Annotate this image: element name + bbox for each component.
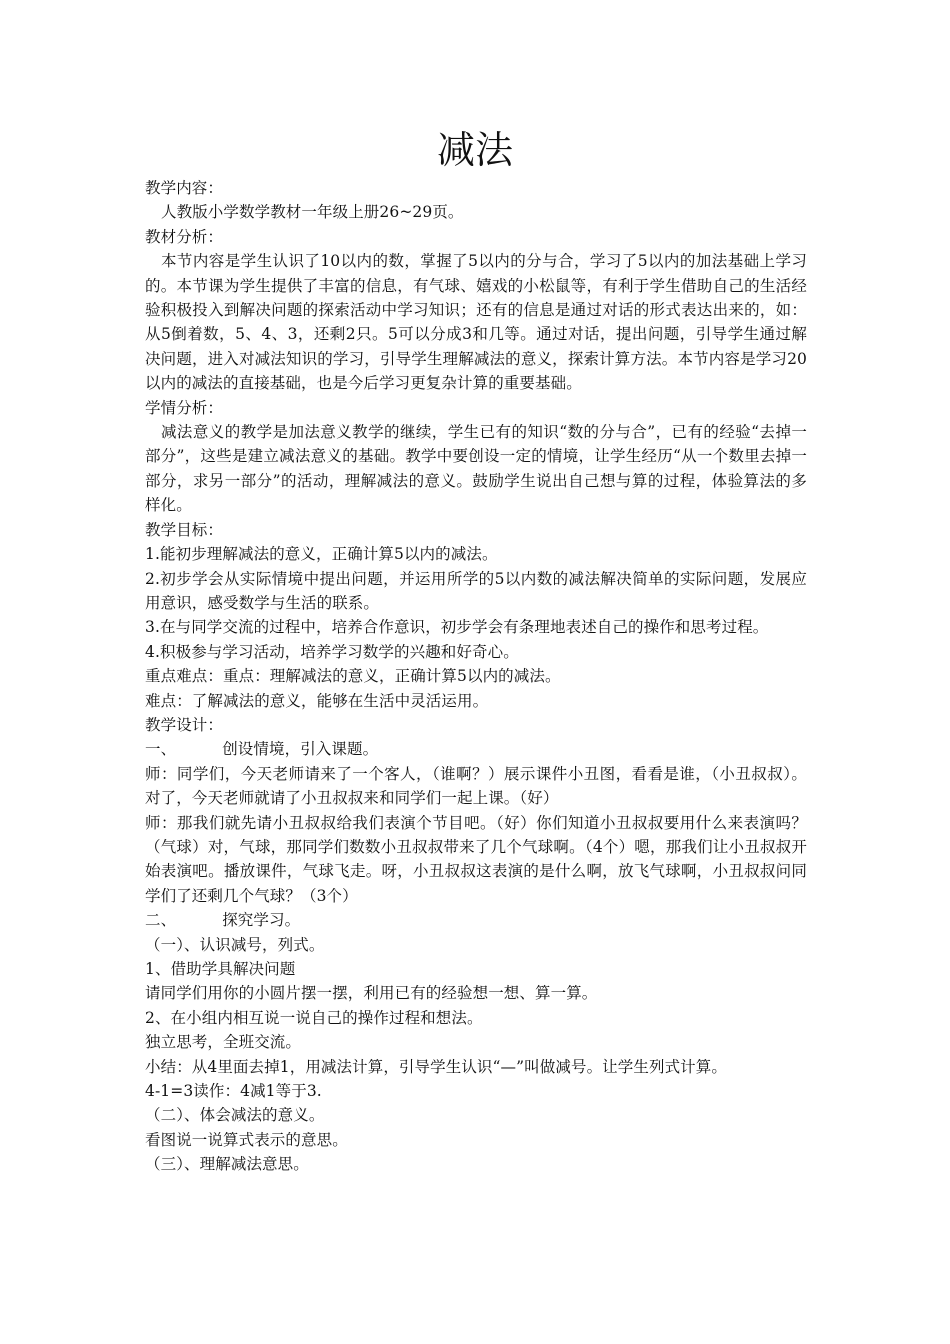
- subsection-heading: （二）、体会减法的意义。: [145, 1106, 325, 1125]
- paragraph-difficult-points: 难点：了解减法的意义，能够在生活中灵活运用。: [145, 691, 489, 710]
- section-heading-1: [145, 737, 807, 761]
- section-title: 探究学习。: [222, 911, 301, 930]
- heading-student-analysis: 学情分析：: [145, 398, 224, 417]
- document-body: [145, 176, 807, 1177]
- goal-item: 4.积极参与学习活动，培养学习数学的兴趣和好奇心。: [145, 642, 519, 661]
- heading-teaching-content: 教学内容：: [145, 179, 224, 197]
- step-text: 独立思考，全班交流。: [145, 1033, 302, 1052]
- heading-teaching-goals: 教学目标：: [145, 520, 224, 539]
- section-heading-2: [145, 908, 807, 932]
- goal-item: 1.能初步理解减法的意义，正确计算5以内的减法。: [145, 545, 498, 564]
- paragraph-textbook-analysis: 本节内容是学生认识了10以内的数，掌握了5以内的分与合，学习了5以内的加法基础上学习的。本节课为学生提供了丰富的信息，有气球、嬉戏的小松鼠等，有利于学生借助自己的生活经验积极投入到解决问题的探索活动中学习知识；还有的信息是通过对话的形式表达出来的，如：从5倒着数，5、4、3，还剩2只。5可以分成3和几等。通过对话，提出问题，引导学生通过解决问题，进入对减法知识的学习，引导学生理解减法的意义，探索计算方法。本节内容是学习20以内的减法的直接基础，也是今后学习更复杂计算的重要基础。: [145, 252, 807, 393]
- paragraph-teaching-content: 人教版小学数学教材一年级上册26~29页。: [161, 203, 464, 222]
- dialogue-paragraph: 师：那我们就先请小丑叔叔给我们表演个节目吧。（好）你们知道小丑叔叔要用什么来表演吗？（气球）对，气球，那同学们数数小丑叔叔带来了几个气球啊。（4个）嗯，那我们让小丑叔叔开始表演吧。播放课件，气球飞走。呀，小丑叔叔这表演的是什么啊，放飞气球啊，小丑叔叔问同学们了还剩几个气球？（3个）: [145, 813, 807, 905]
- heading-teaching-design: 教学设计：: [145, 715, 224, 734]
- dialogue-paragraph: 师：同学们，今天老师请来了一个客人，（谁啊？）展示课件小丑图，看看是谁，（小丑叔叔）。对了，今天老师就请了小丑叔叔来和同学们一起上课。（好）: [145, 764, 807, 808]
- step-text: 看图说一说算式表示的意思。: [145, 1130, 348, 1149]
- section-number: 二、: [145, 911, 177, 930]
- document-title: 减法: [436, 128, 513, 172]
- goal-item: 2.初步学会从实际情境中提出问题，并运用所学的5以内数的减法解决简单的实际问题，发展应用意识，感受数学与生活的联系。: [145, 569, 807, 612]
- step-text: 请同学们用你的小圆片摆一摆，利用已有的经验想一想、算一算。: [145, 984, 598, 1003]
- goal-item: 3.在与同学交流的过程中，培养合作意识，初步学会有条理地表述自己的操作和思考过程。: [145, 618, 769, 637]
- heading-textbook-analysis: 教材分析：: [145, 227, 224, 246]
- section-title: 创设情境，引入课题。: [222, 740, 379, 759]
- subsection-heading: （一）、认识减号，列式。: [145, 935, 325, 954]
- paragraph-student-analysis: 减法意义的教学是加法意义教学的继续，学生已有的知识“数的分与合”，已有的经验“去掉一部分”，这些是建立减法意义的基础。教学中要创设一定的情境，让学生经历“从一个数里去掉一部分，求另一部分”的活动，理解减法的意义。鼓励学生说出自己想与算的过程，体验算法的多样化。: [145, 423, 807, 515]
- formula-line: 4-1=3读作：4减1等于3.: [145, 1082, 322, 1101]
- subsection-heading: （三）、理解减法意思。: [145, 1155, 309, 1174]
- paragraph-key-points: 重点难点：重点：理解减法的意义，正确计算5以内的减法。: [145, 667, 561, 686]
- step-heading: 1、借助学具解决问题: [145, 960, 296, 978]
- summary-paragraph: 小结：从4里面去掉1，用减法计算，引导学生认识“—”叫做减号。让学生列式计算。: [145, 1057, 727, 1076]
- step-heading: 2、在小组内相互说一说自己的操作过程和想法。: [145, 1008, 483, 1027]
- section-number: 一、: [145, 740, 177, 759]
